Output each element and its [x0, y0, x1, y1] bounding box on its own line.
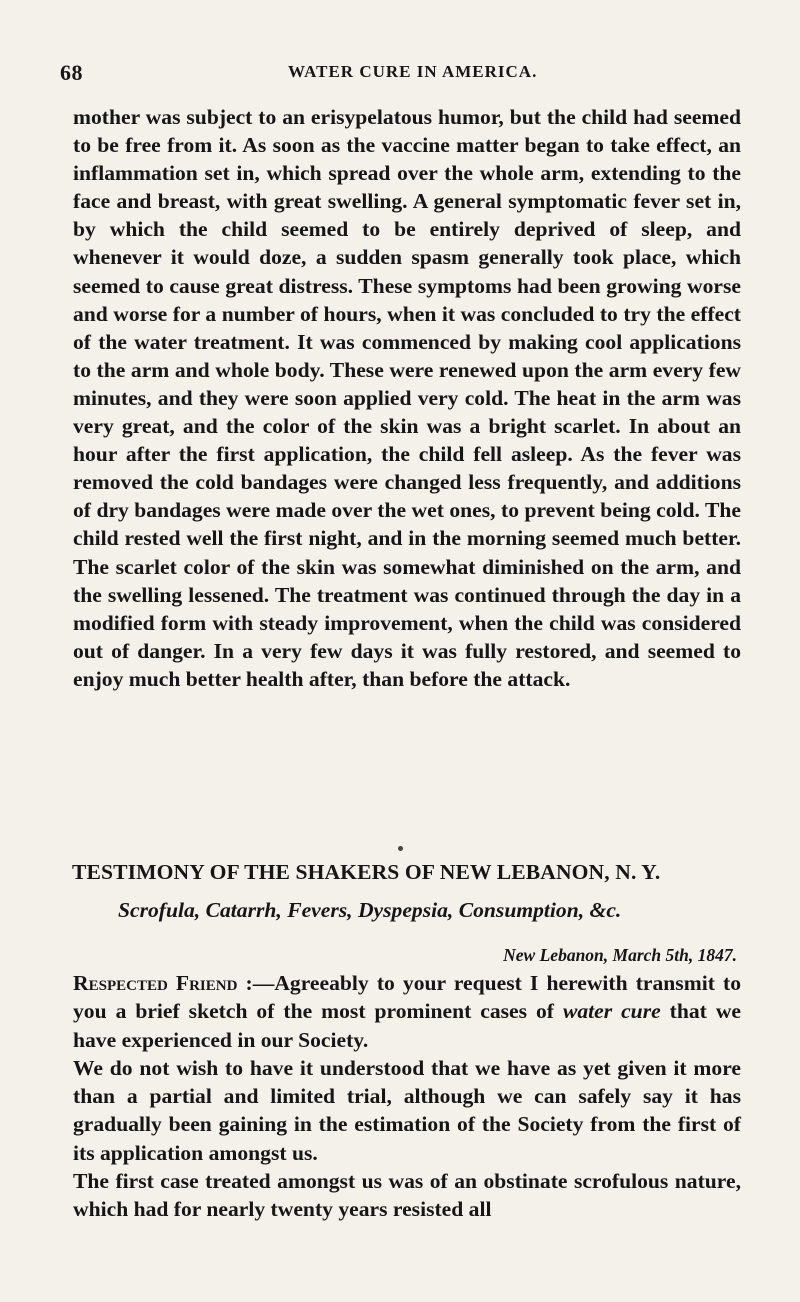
letter-paragraph: The first case treated amongst us was of an obstinate scrofulous nature, which had for nearly twenty years resisted all [73, 1169, 741, 1222]
letter-text [73, 969, 741, 1224]
letter-paragraph [73, 969, 741, 1054]
ink-dot [398, 846, 403, 851]
letter-paragraph: We do not wish to have it understood that we have as yet given it more than a partial and limited trial, although we can safely say it has gradually been gaining in the estimation of the Society from the first of its application amongst us. [73, 1055, 741, 1165]
letter-text-run: that we have experienced in our Society. [73, 999, 741, 1052]
page-header [60, 60, 740, 90]
page-number: 68 [60, 60, 83, 85]
section-subheading: Scrofula, Catarrh, Fevers, Dyspepsia, Consumption, &c. [118, 898, 622, 922]
letter-dateline: New Lebanon, March 5th, 1847. [503, 945, 737, 965]
running-head: WATER CURE IN AMERICA. [288, 62, 538, 81]
emphasized-text: water cure [562, 999, 661, 1024]
letter-text-run: :—Agreeably to your request I herewith transmit to you a brief sketch of the most prominent cases of [73, 971, 741, 1024]
section-heading: TESTIMONY OF THE SHAKERS OF NEW LEBANON, N. Y. [72, 860, 661, 884]
body-text [73, 103, 741, 693]
salutation: Respected Friend [73, 971, 238, 995]
paragraph: mother was subject to an erisypelatous humor, but the child had seemed to be free from it. As soon as the vaccine matter began to take effect, an inflammation set in, which spread over the whole arm, extending to the face and breast, with great swelling. A general symptomatic fever set in, by which the child seemed to be entirely deprived of sleep, and whenever it would doze, a sudden spasm generally took place, which seemed to cause great distress. These symptoms had been growing worse and worse for a number of hours, when it was concluded to try the effect of the water treatment. It was commenced by making cool applications to the arm and whole body. These were renewed upon the arm every few minutes, and they were soon applied very cold. The heat in the arm was very great, and the color of the skin was a bright scarlet. In about an hour after the first application, the child fell asleep. As the fever was removed the cold bandages were changed less frequently, and additions of dry bandages were made over the wet ones, to prevent being cold. The child rested well the first night, and in the morning seemed much better. The scarlet color of the skin was somewhat diminished on the arm, and the swelling lessened. The treatment was continued through the day in a modified form with steady improvement, when the child was considered out of danger. In a very few days it was fully restored, and seemed to enjoy much better health after, than before the attack. [73, 105, 741, 691]
